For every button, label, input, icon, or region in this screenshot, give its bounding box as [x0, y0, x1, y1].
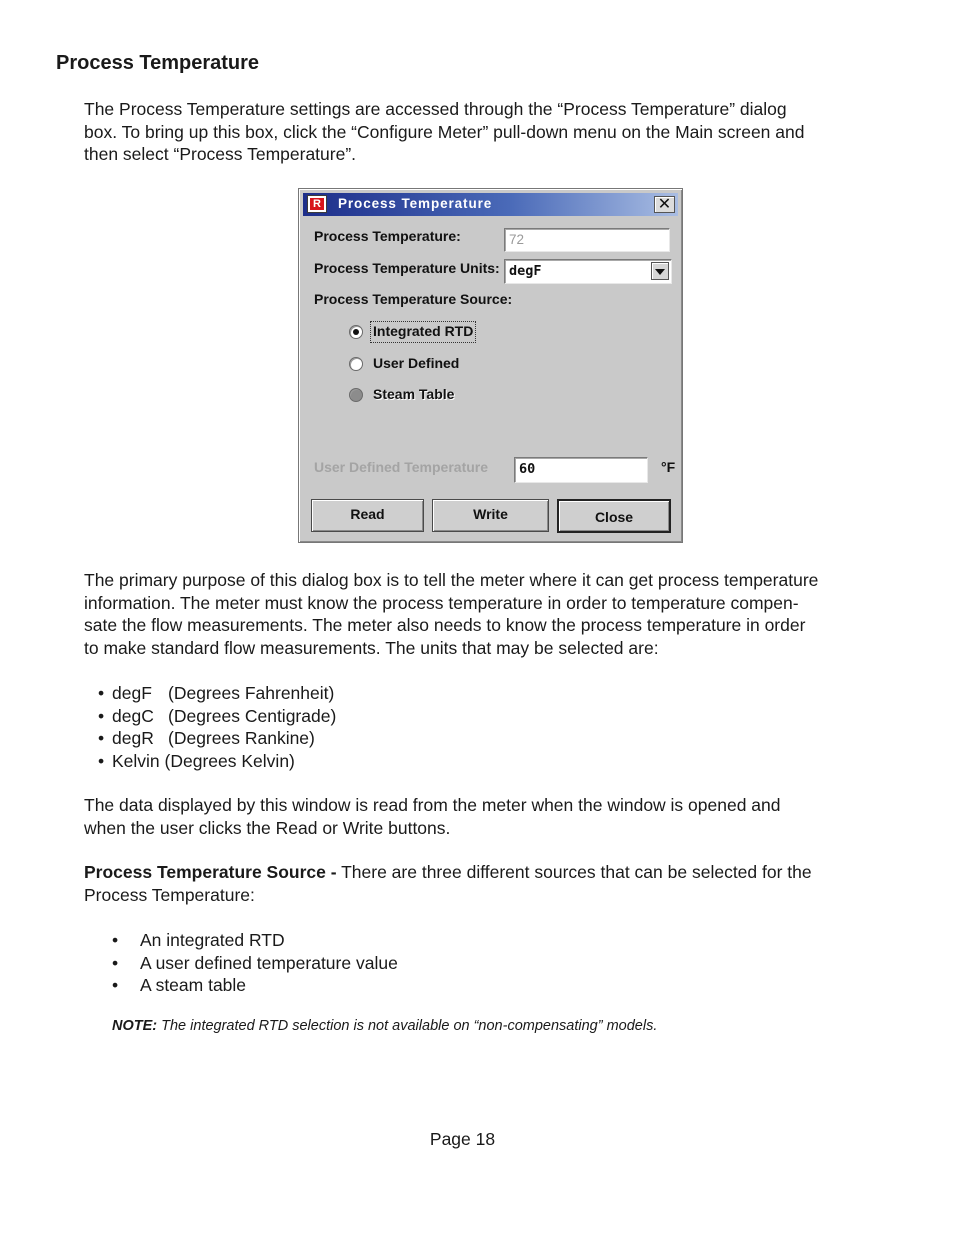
- units-list: [98, 682, 336, 772]
- radio-selected-icon[interactable]: [349, 325, 363, 339]
- note-text: The integrated RTD selection is not available on “non-compensating” models.: [157, 1018, 658, 1034]
- source-label: Process Temperature Source:: [314, 291, 513, 307]
- radio-icon[interactable]: [349, 357, 363, 371]
- page-number: Page 18: [429, 1129, 496, 1149]
- intro-paragraph: [84, 98, 884, 166]
- read-button[interactable]: Read: [311, 499, 424, 532]
- list-item: • degF (Degrees Fahrenheit): [98, 683, 335, 703]
- list-item: • A steam table: [112, 975, 247, 995]
- purpose-line: The primary purpose of this dialog box is to tell the meter where it can get process temperature: [84, 570, 819, 590]
- units-label: Process Temperature Units:: [314, 260, 500, 276]
- list-item: • Kelvin (Degrees Kelvin): [98, 750, 295, 771]
- process-temperature-dialog: [298, 188, 683, 543]
- note: [112, 1018, 657, 1034]
- temperature-unit: °F: [661, 459, 676, 475]
- dialog-title: Process Temperature: [338, 196, 493, 211]
- radio-icon[interactable]: [349, 388, 363, 402]
- units-select-value: degF: [509, 263, 542, 279]
- list-item: • degC (Degrees Centigrade): [98, 705, 337, 726]
- chevron-down-icon[interactable]: [651, 262, 669, 280]
- process-temperature-field[interactable]: 72: [504, 228, 670, 252]
- units-select[interactable]: [504, 259, 672, 284]
- note-label: NOTE:: [112, 1018, 158, 1034]
- data-read-line: when the user clicks the Read or Write buttons.: [84, 817, 451, 838]
- purpose-line: sate the flow measurements. The meter also needs to know the process temperature in order: [84, 615, 806, 635]
- source-line: Process Temperature:: [84, 884, 255, 905]
- section-title: Process Temperature: [56, 52, 260, 74]
- list-item: • A user defined temperature value: [112, 952, 398, 973]
- intro-line: The Process Temperature settings are accessed through the “Process Temperature” dialog: [84, 99, 787, 119]
- user-defined-temperature-label: User Defined Temperature: [314, 459, 489, 475]
- intro-line: box. To bring up this box, click the “Configure Meter” pull-down menu on the Main screen and: [84, 121, 805, 142]
- close-button[interactable]: Close: [557, 499, 671, 533]
- source-paragraph: [84, 861, 884, 906]
- app-logo-icon: R: [308, 196, 326, 212]
- source-option-label: Steam Table: [373, 386, 455, 402]
- write-button[interactable]: Write: [432, 499, 549, 532]
- user-defined-temperature-field[interactable]: 60: [514, 457, 648, 483]
- data-read-line: The data displayed by this window is read from the meter when the window is opened and: [84, 795, 781, 815]
- data-read-paragraph: [84, 794, 884, 839]
- purpose-paragraph: [84, 569, 884, 659]
- purpose-line: information. The meter must know the process temperature in order to temperature compen-: [84, 592, 799, 613]
- source-option-label: Integrated RTD: [373, 323, 474, 339]
- source-bold-lead: Process Temperature Source -: [84, 862, 337, 882]
- purpose-line: to make standard flow measurements. The units that may be selected are:: [84, 637, 659, 658]
- close-icon[interactable]: ✕: [654, 196, 675, 213]
- intro-line: then select “Process Temperature”.: [84, 144, 357, 164]
- source-list: [112, 929, 398, 997]
- list-item: • degR (Degrees Rankine): [98, 728, 315, 748]
- source-line: Process Temperature Source - There are three different sources that can be selected for the: [84, 862, 812, 882]
- source-option-label: User Defined: [373, 355, 460, 371]
- dialog-title-bar: [303, 193, 678, 216]
- process-temperature-label: Process Temperature:: [314, 228, 461, 244]
- list-item: • An integrated RTD: [112, 930, 285, 950]
